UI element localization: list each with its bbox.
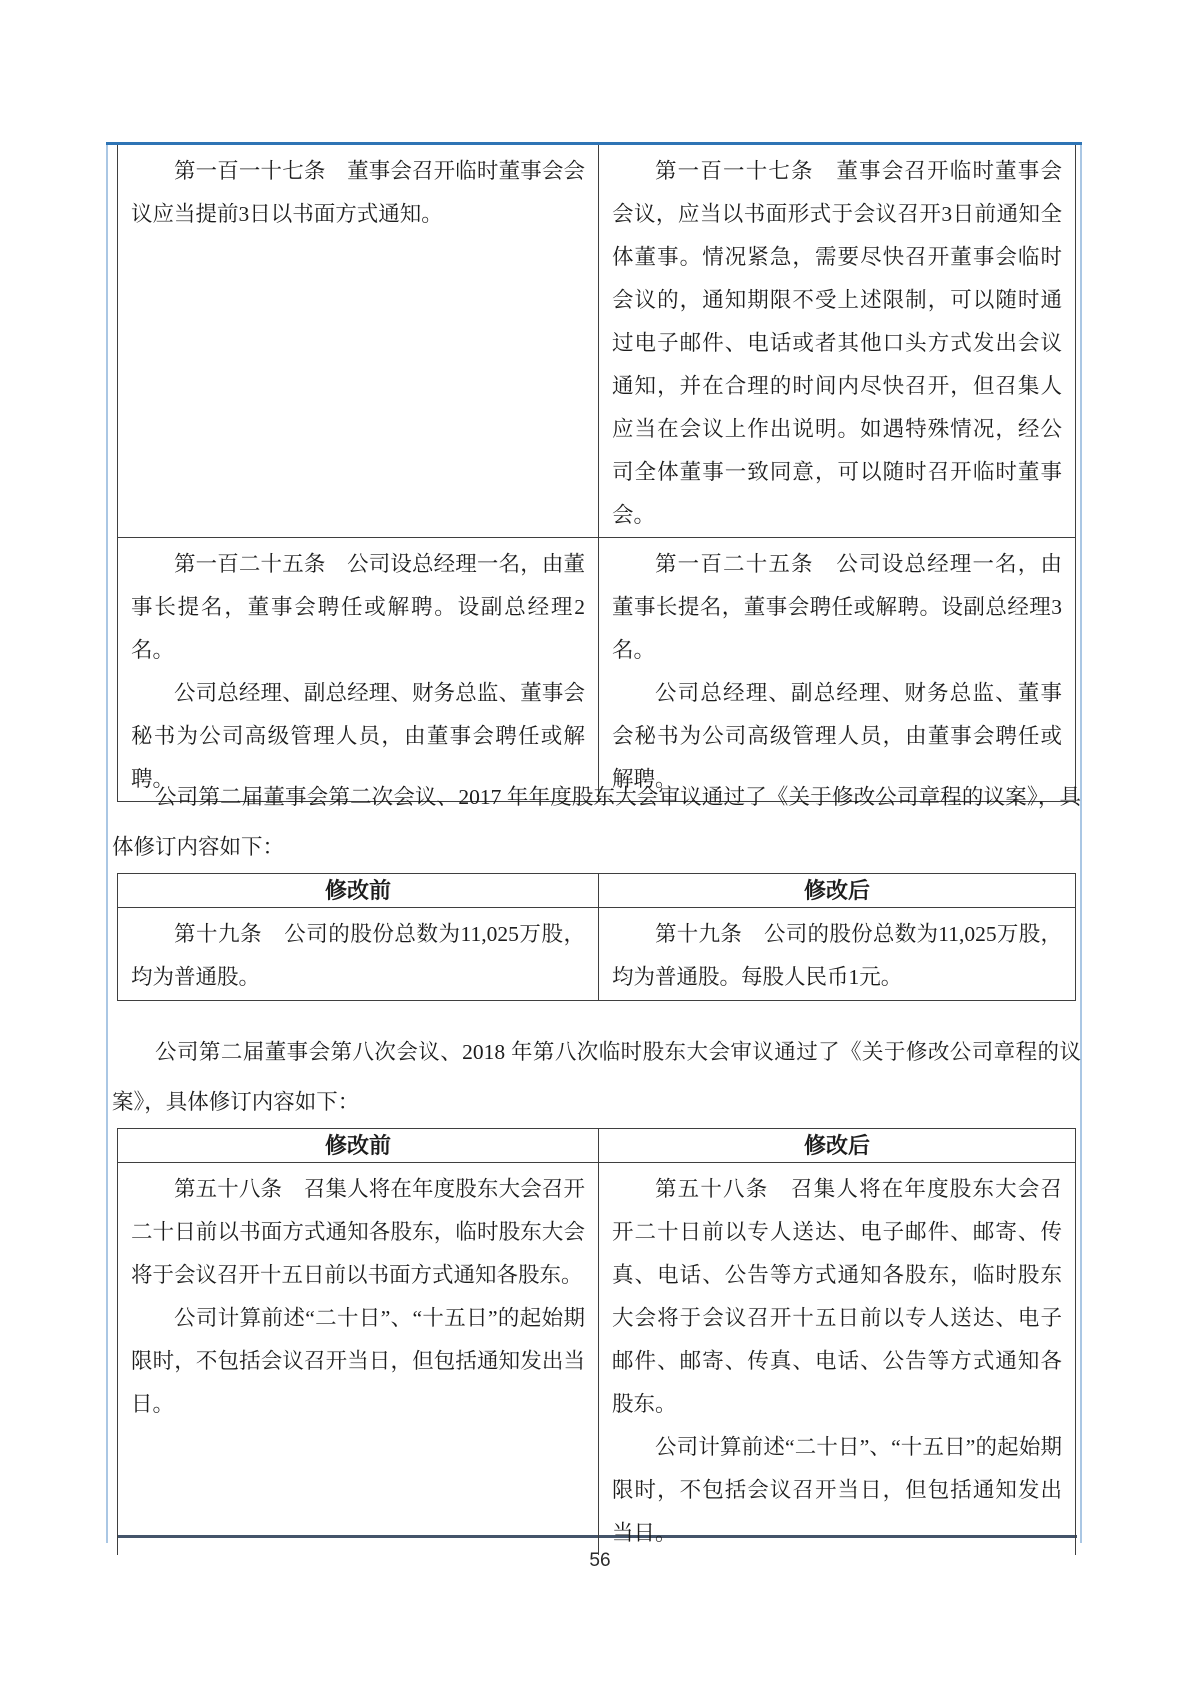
- after-header: 修改后: [599, 874, 1076, 908]
- comparison-table-1: [117, 145, 1076, 802]
- clause-paragraph: 第五十八条 召集人将在年度股东大会召开二十日前以专人送达、电子邮件、邮寄、传真、电话、公告等方式通知各股东，临时股东大会将于会议召开十五日前以专人送达、电子邮件、邮寄、传真、电话、公告等方式通知各股东。: [612, 1177, 1062, 1416]
- clause-paragraph: 第一百二十五条 公司设总经理一名，由董事长提名，董事会聘任或解聘。设副总经理2名。: [131, 552, 585, 662]
- clause-paragraph: 第一百一十七条 董事会召开临时董事会会议，应当以书面形式于会议召开3日前通知全体董事。情况紧急，需要尽快召开董事会临时会议的，通知期限不受上述限制，可以随时通过电子邮件、电话或者其他口头方式发出会议通知，并在合理的时间内尽快召开，但召集人应当在会议上作出说明。如遇特殊情况，经公司全体董事一致同意，可以随时召开临时董事会。: [612, 159, 1062, 527]
- before-cell: [118, 145, 599, 538]
- after-cell: [599, 538, 1076, 802]
- clause-paragraph: 第十九条 公司的股份总数为11,025万股，均为普通股。每股人民币1元。: [612, 922, 1062, 989]
- before-header: 修改前: [118, 1129, 599, 1163]
- clause-paragraph: 公司计算前述“二十日”、“十五日”的起始期限时，不包括会议召开当日，但包括通知发出当日。: [612, 1435, 1062, 1545]
- table-row: [118, 908, 1076, 1001]
- after-cell: [599, 908, 1076, 1001]
- page-number: 56: [589, 1550, 611, 1571]
- before-cell: [118, 1163, 599, 1556]
- clause-paragraph: 公司总经理、副总经理、财务总监、董事会秘书为公司高级管理人员，由董事会聘任或解聘。: [131, 681, 585, 791]
- clause-paragraph: 公司计算前述“二十日”、“十五日”的起始期限时，不包括会议召开当日，但包括通知发出当日。: [131, 1306, 585, 1416]
- after-cell: [599, 1163, 1076, 1556]
- after-header: 修改后: [599, 1129, 1076, 1163]
- clause-paragraph: 公司总经理、副总经理、财务总监、董事会秘书为公司高级管理人员，由董事会聘任或解聘。: [612, 681, 1062, 791]
- before-header: 修改前: [118, 874, 599, 908]
- table-header-row: [118, 1129, 1076, 1163]
- clause-paragraph: 第十九条 公司的股份总数为11,025万股，均为普通股。: [131, 922, 585, 989]
- clause-paragraph: 第五十八条 召集人将在年度股东大会召开二十日前以书面方式通知各股东，临时股东大会将于会议召开十五日前以书面方式通知各股东。: [131, 1177, 585, 1287]
- table-row: [118, 538, 1076, 802]
- intro-paragraph-2018: 公司第二届董事会第八次会议、2018 年第八次临时股东大会审议通过了《关于修改公司章程的议案》，具体修订内容如下：: [112, 1040, 1081, 1114]
- intro-paragraph-2017: 公司第二届董事会第二次会议、2017 年年度股东大会审议通过了《关于修改公司章程的议案》，具体修订内容如下：: [112, 785, 1081, 859]
- before-cell: [118, 908, 599, 1001]
- text-boundary-left-line: [106, 142, 108, 1543]
- clause-paragraph: 第一百一十七条 董事会召开临时董事会会议应当提前3日以书面方式通知。: [131, 159, 585, 226]
- table-row: [118, 145, 1076, 538]
- comparison-table-3: [117, 1128, 1076, 1555]
- after-cell: [599, 145, 1076, 538]
- table-row: [118, 1163, 1076, 1556]
- table-header-row: [118, 874, 1076, 908]
- before-cell: [118, 538, 599, 802]
- comparison-table-2: [117, 873, 1076, 1001]
- clause-paragraph: 第一百二十五条 公司设总经理一名，由董事长提名，董事会聘任或解聘。设副总经理3名。: [612, 552, 1062, 662]
